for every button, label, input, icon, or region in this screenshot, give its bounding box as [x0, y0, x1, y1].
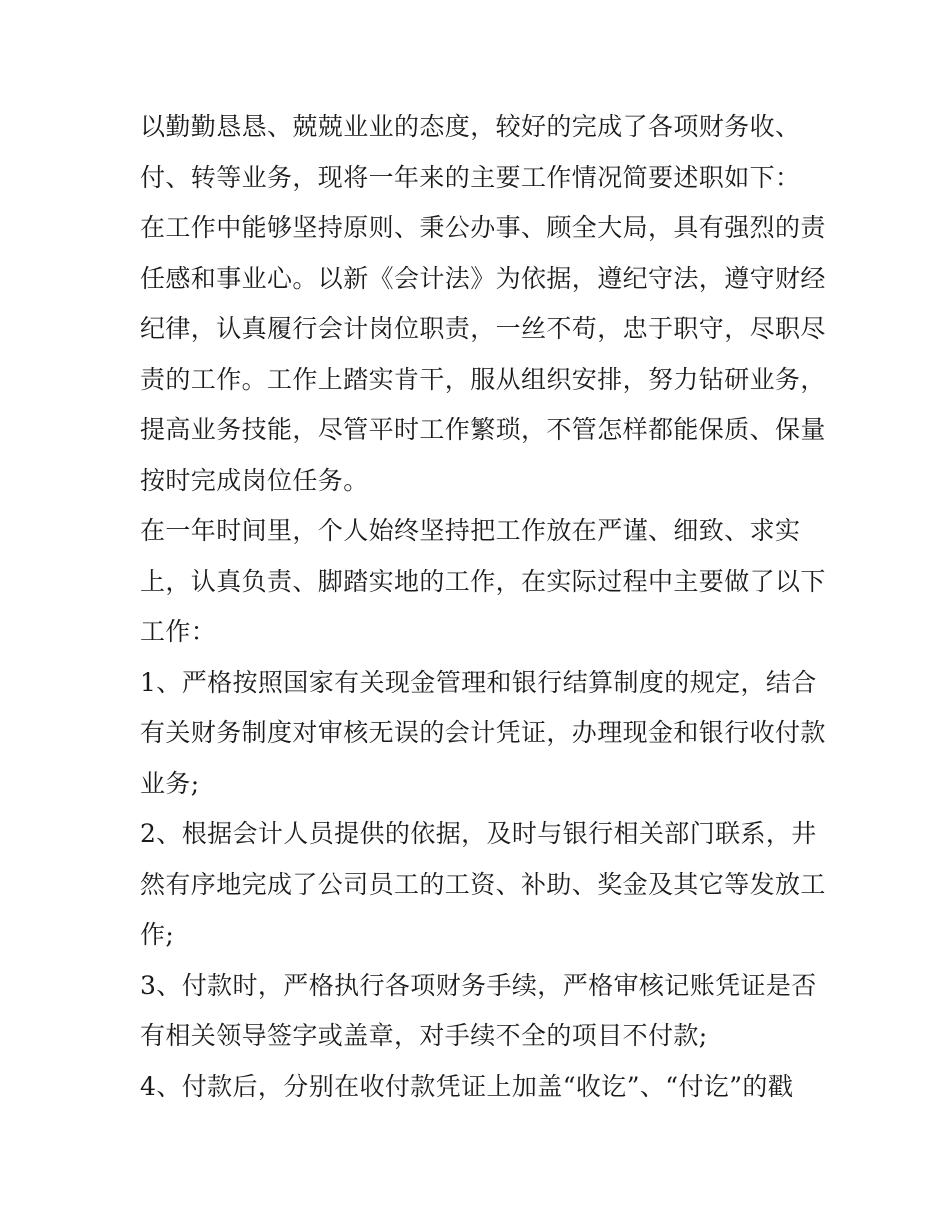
text-line: 任感和事业心。以新《会计法》为依据，遵纪守法，遵守财经: [140, 263, 826, 293]
body-text: [140, 102, 826, 1112]
text-line: 付、转等业务，现将一年来的主要工作情况简要述职如下：: [140, 162, 801, 192]
text-line: 1、严格按照国家有关现金管理和银行结算制度的规定，结合: [140, 667, 817, 697]
text-line: 3、付款时，严格执行各项财务手续，严格审核记账凭证是否: [140, 970, 817, 1000]
text-line: 有相关领导签字或盖章，对手续不全的项目不付款;: [140, 1021, 708, 1050]
text-line: 纪律，认真履行会计岗位职责，一丝不苟，忠于职守，尽职尽: [140, 314, 826, 343]
text-line: 提高业务技能，尽管平时工作繁琐，不管怎样都能保质、保量: [140, 415, 826, 444]
text-line: 业务;: [140, 768, 200, 798]
text-line: 按时完成岗位任务。: [140, 465, 369, 495]
text-line: 在一年时间里，个人始终坚持把工作放在严谨、细致、求实: [140, 516, 801, 545]
text-line: 上，认真负责、脚踏实地的工作，在实际过程中主要做了以下: [140, 566, 826, 596]
text-line: 以勤勤恳恳、兢兢业业的态度，较好的完成了各项财务收、: [140, 112, 801, 141]
text-line: 工作：: [140, 617, 217, 646]
text-line: 作;: [140, 920, 175, 949]
text-line: 责的工作。工作上踏实肯干，服从组织安排，努力钻研业务，: [140, 364, 826, 394]
text-line: 然有序地完成了公司员工的工资、补助、奖金及其它等发放工: [140, 869, 826, 899]
text-line: 4、付款后，分别在收付款凭证上加盖“收讫”、“付讫”的戳: [140, 1071, 794, 1101]
text-line: 2、根据会计人员提供的依据，及时与银行相关部门联系，井: [140, 819, 817, 848]
text-line: 在工作中能够坚持原则、秉公办事、顾全大局，具有强烈的责: [140, 213, 826, 242]
text-line: 有关财务制度对审核无误的会计凭证，办理现金和银行收付款: [140, 718, 826, 747]
